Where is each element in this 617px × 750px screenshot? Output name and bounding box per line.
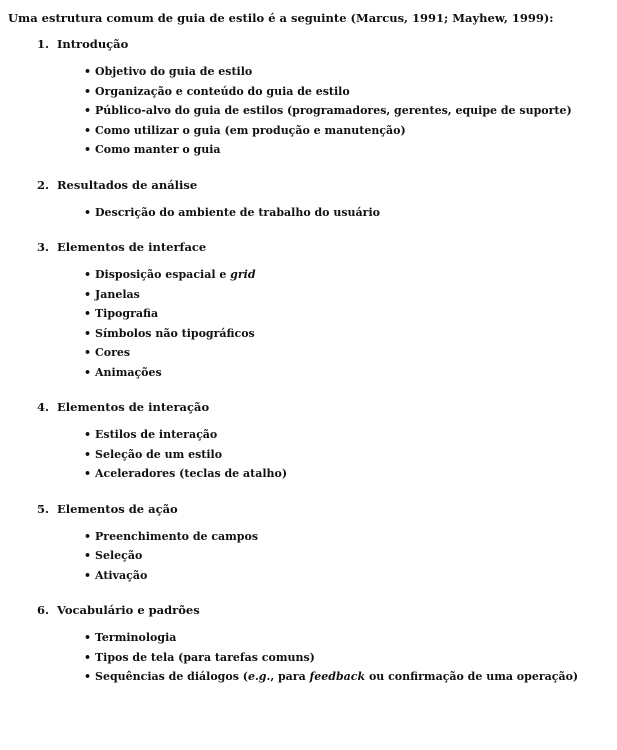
bullet-icon: • xyxy=(84,549,92,562)
section-number: 4. xyxy=(36,400,49,414)
section-title: Resultados de análise xyxy=(57,177,198,192)
section-heading xyxy=(8,177,605,193)
item-text: Estilos de interação xyxy=(95,428,218,441)
section-list xyxy=(8,36,605,687)
item-list xyxy=(8,425,605,484)
item-text: ou confirmação de uma operação) xyxy=(365,670,579,683)
item-text: Animações xyxy=(95,365,162,379)
item-list xyxy=(8,265,605,382)
section-elementos-de-interface xyxy=(8,239,605,382)
bullet-icon: • xyxy=(84,568,92,582)
bullet-icon: • xyxy=(84,123,92,137)
section-title: Introdução xyxy=(57,37,129,51)
list-item xyxy=(8,464,605,484)
item-text: Seleção de um estilo xyxy=(95,447,223,461)
item-text: Sequências de diálogos ( xyxy=(95,670,248,683)
item-list xyxy=(8,203,605,223)
bullet-icon: • xyxy=(84,346,92,359)
item-text: , para xyxy=(270,670,310,683)
list-item xyxy=(8,203,605,223)
section-elementos-de-acao xyxy=(8,501,605,586)
bullet-icon: • xyxy=(84,529,92,543)
section-vocabulario-e-padroes xyxy=(8,602,605,687)
item-text: Público-alvo do guia de estilos (programadores, gerentes, equipe de suporte) xyxy=(95,104,572,117)
section-number: 3. xyxy=(36,240,49,254)
section-heading xyxy=(8,602,605,618)
list-item xyxy=(8,285,605,305)
item-emphasis: e.g. xyxy=(247,670,271,683)
item-text: Janelas xyxy=(95,287,140,301)
item-text: Símbolos não tipográficos xyxy=(95,326,255,340)
list-item xyxy=(8,425,605,445)
item-text: Terminologia xyxy=(95,631,177,644)
list-item xyxy=(8,121,605,141)
section-title: Elementos de interação xyxy=(57,400,210,414)
section-elementos-de-interacao xyxy=(8,399,605,484)
item-list xyxy=(8,628,605,687)
bullet-icon: • xyxy=(84,205,92,219)
list-item xyxy=(8,546,605,566)
bullet-icon: • xyxy=(84,104,92,117)
section-title: Elementos de interface xyxy=(57,240,207,254)
item-text: Organização e conteúdo do guia de estilo xyxy=(95,84,350,98)
item-text: Ativação xyxy=(95,568,148,582)
item-text: Cores xyxy=(95,346,131,359)
list-item xyxy=(8,527,605,547)
bullet-icon: • xyxy=(84,307,92,320)
list-item xyxy=(8,648,605,668)
list-item xyxy=(8,628,605,648)
item-emphasis: feedback xyxy=(309,670,366,683)
list-item xyxy=(8,324,605,344)
item-text: Seleção xyxy=(95,549,143,562)
section-number: 5. xyxy=(36,501,49,516)
bullet-icon: • xyxy=(84,268,92,281)
item-list xyxy=(8,62,605,160)
list-item xyxy=(8,101,605,121)
section-title: Elementos de ação xyxy=(57,501,178,516)
item-text: Disposição espacial e xyxy=(95,268,231,281)
bullet-icon: • xyxy=(84,84,92,98)
bullet-icon: • xyxy=(84,650,92,664)
list-item xyxy=(8,140,605,160)
bullet-icon: • xyxy=(84,365,92,379)
section-heading xyxy=(8,501,605,517)
list-item xyxy=(8,667,605,687)
list-item xyxy=(8,363,605,383)
list-item xyxy=(8,62,605,82)
bullet-icon: • xyxy=(84,65,92,78)
bullet-icon: • xyxy=(84,287,92,301)
bullet-icon: • xyxy=(84,670,92,683)
list-item xyxy=(8,445,605,465)
section-title: Vocabulário e padrões xyxy=(57,603,200,617)
bullet-icon: • xyxy=(84,428,92,441)
section-number: 2. xyxy=(36,177,49,192)
bullet-icon: • xyxy=(84,447,92,461)
item-text: Aceleradores (teclas de atalho) xyxy=(95,467,288,480)
bullet-icon: • xyxy=(84,467,92,480)
item-text: Objetivo do guia de estilo xyxy=(95,65,253,78)
list-item xyxy=(8,566,605,586)
section-number: 1. xyxy=(36,37,49,51)
list-item xyxy=(8,265,605,285)
item-text: Preenchimento de campos xyxy=(95,529,259,543)
item-emphasis: grid xyxy=(230,268,256,281)
section-heading xyxy=(8,36,605,52)
item-text: Descrição do ambiente de trabalho do usuário xyxy=(95,205,380,219)
intro-paragraph: Uma estrutura comum de guia de estilo é a seguinte (Marcus, 1991; Mayhew, 1999): xyxy=(8,11,554,25)
item-text: Como manter o guia xyxy=(95,143,221,156)
item-text: Tipos de tela (para tarefas comuns) xyxy=(95,650,315,664)
bullet-icon: • xyxy=(84,143,92,156)
list-item xyxy=(8,343,605,363)
section-heading xyxy=(8,239,605,255)
item-text: Como utilizar o guia (em produção e manutenção) xyxy=(95,123,406,137)
item-list xyxy=(8,527,605,586)
list-item xyxy=(8,304,605,324)
item-text: Tipografia xyxy=(95,307,159,320)
section-resultados-de-analise xyxy=(8,177,605,223)
section-number: 6. xyxy=(36,603,49,617)
list-item xyxy=(8,82,605,102)
bullet-icon: • xyxy=(84,326,92,340)
section-introducao xyxy=(8,36,605,160)
bullet-icon: • xyxy=(84,631,92,644)
section-heading xyxy=(8,399,605,415)
